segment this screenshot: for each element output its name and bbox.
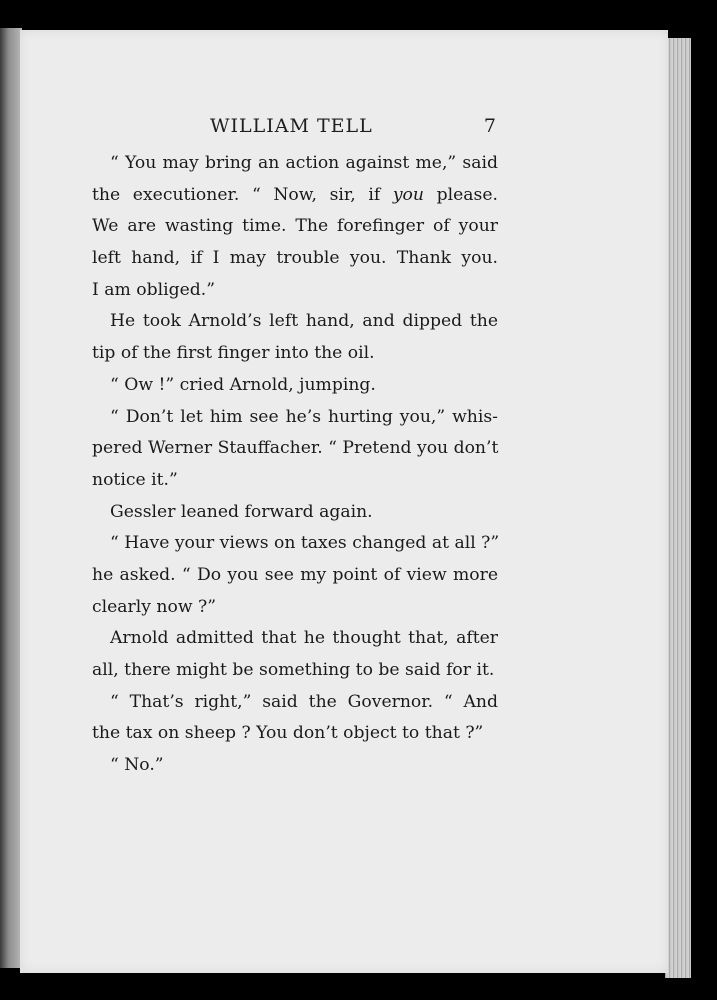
emphasized-word: you bbox=[392, 184, 424, 205]
page-stack-edge bbox=[665, 38, 691, 978]
text-line: “ No.” bbox=[110, 755, 164, 776]
text-segment: please. bbox=[423, 184, 498, 205]
text-line: clearly now ?” bbox=[92, 596, 217, 617]
text-line: I am obliged.” bbox=[92, 279, 216, 300]
text-line: “ Ow !” cried Arnold, jumping. bbox=[110, 374, 376, 395]
text-line: left hand, if I may trouble you. Thank you. bbox=[92, 248, 498, 269]
text-line: he asked. “ Do you see my point of view more bbox=[92, 564, 498, 585]
text-line: tip of the first finger into the oil. bbox=[92, 343, 375, 364]
text-segment: the executioner. “ Now, sir, if bbox=[92, 184, 393, 205]
body-text bbox=[92, 148, 498, 782]
text-line: the tax on sheep ? You don’t object to that ?” bbox=[92, 723, 484, 744]
page-number: 7 bbox=[483, 115, 497, 137]
text-line: all, there might be something to be said for it. bbox=[92, 660, 495, 680]
text-line: notice it.” bbox=[92, 469, 178, 490]
text-line: Gessler leaned forward again. bbox=[110, 501, 373, 522]
text-line: We are wasting time. The forefinger of your bbox=[92, 216, 498, 237]
text-line bbox=[92, 180, 498, 212]
text-line: “ That’s right,” said the Governor. “ And bbox=[110, 691, 498, 712]
left-page-edge bbox=[0, 28, 22, 968]
text-line: Arnold admitted that he thought that, after bbox=[110, 628, 498, 649]
text-line: “ Have your views on taxes changed at all ?” bbox=[110, 533, 500, 554]
text-line: “ Don’t let him see he’s hurting you,” whis- bbox=[110, 406, 498, 427]
text-line: He took Arnold’s left hand, and dipped the bbox=[110, 311, 498, 332]
text-line: pered Werner Stauffacher. “ Pretend you don’t bbox=[92, 438, 499, 459]
text-line: “ You may bring an action against me,” said bbox=[110, 153, 498, 173]
running-head-title: WILLIAM TELL bbox=[210, 115, 373, 137]
